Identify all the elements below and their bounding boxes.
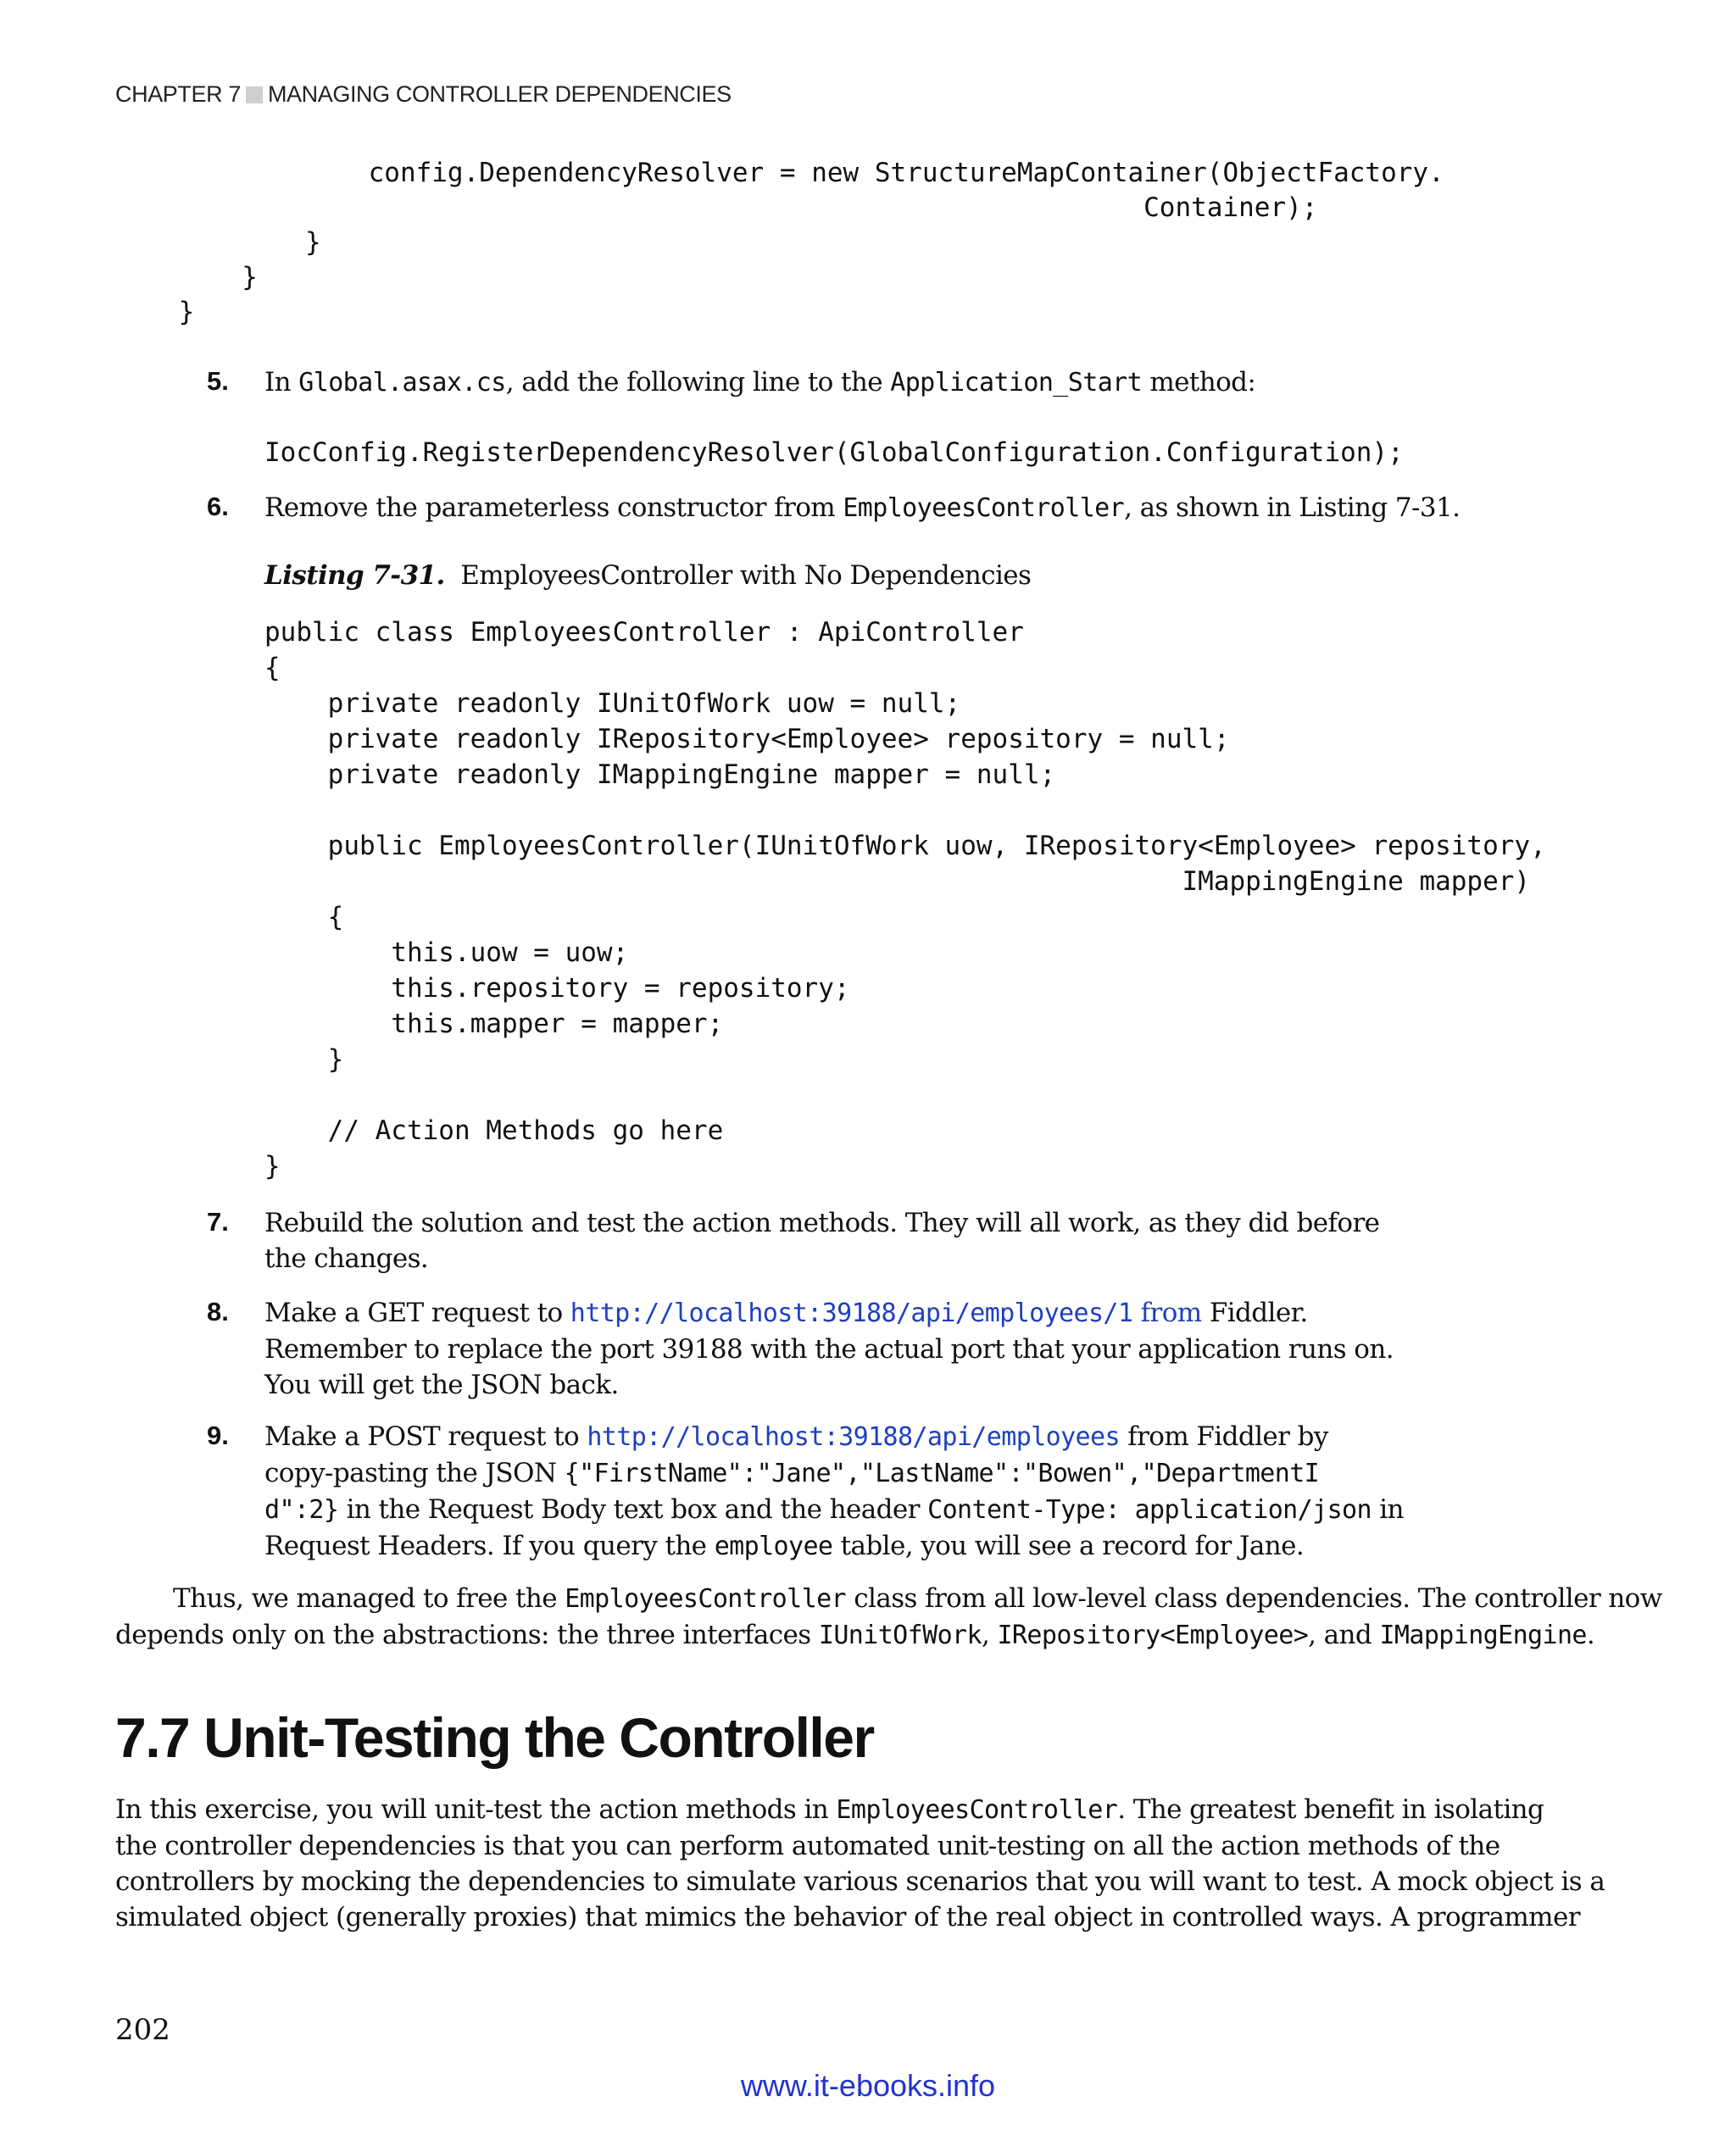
section-title: 7.7 Unit-Testing the Controller — [115, 1706, 874, 1769]
step-number: 6. — [207, 492, 229, 521]
inline-code: EmployeesController — [565, 1584, 846, 1614]
text: table, you will see a record for Jane. — [832, 1531, 1305, 1561]
summary-paragraph — [115, 1581, 1662, 1654]
text: Make a POST request to — [264, 1421, 587, 1452]
inline-code: IRepository<Employee> — [997, 1621, 1309, 1650]
step-number: 9. — [207, 1421, 229, 1450]
text: Fiddler. — [1201, 1298, 1308, 1328]
step-6-text — [264, 490, 1460, 526]
code-line: config.DependencyResolver = new StructureMapContainer(ObjectFactory. — [115, 158, 1444, 188]
text: depends only on the abstractions: the three interfaces — [115, 1620, 819, 1650]
listing-title: EmployeesController with No Dependencies — [460, 560, 1032, 591]
code-line: } — [264, 1044, 344, 1075]
text: , add the following line to the — [505, 367, 891, 398]
square-divider-icon — [246, 86, 263, 103]
text: In — [264, 367, 299, 398]
inline-code: Application_Start — [890, 368, 1143, 398]
section-paragraph — [115, 1792, 1683, 1935]
text-line: Rebuild the solution and test the action methods. They will all work, as they did before — [264, 1208, 1380, 1238]
text-line: the changes. — [264, 1243, 429, 1274]
code-line: } — [115, 297, 195, 327]
code-line: public class EmployeesController : ApiController — [264, 617, 1024, 648]
code-line: private readonly IMappingEngine mapper = null; — [264, 759, 1056, 790]
page-number: 202 — [115, 2013, 170, 2047]
text: class from all low-level class dependencies. The controller now — [846, 1583, 1662, 1614]
text-line — [115, 1792, 1683, 1828]
text: . — [1586, 1620, 1595, 1650]
inline-code: Global.asax.cs — [298, 368, 506, 398]
text: from Fiddler by — [1119, 1421, 1328, 1452]
inline-code: employee — [714, 1532, 833, 1561]
localhost-link[interactable]: http://localhost:39188/api/employees — [587, 1422, 1120, 1452]
code-line: this.repository = repository; — [264, 973, 850, 1004]
inline-code: EmployeesController — [843, 493, 1125, 523]
link-text[interactable]: from — [1132, 1298, 1202, 1328]
text: in the Request Body text box and the header — [338, 1494, 928, 1525]
inline-code: IMappingEngine — [1379, 1621, 1587, 1650]
code-line: } — [115, 262, 258, 292]
text: Make a GET request to — [264, 1298, 570, 1328]
listing-caption — [264, 558, 1031, 593]
text: Request Headers. If you query the — [264, 1531, 715, 1561]
text-line: controllers by mocking the dependencies to simulate various scenarios that you will want to test. A mock object is a — [115, 1866, 1605, 1897]
code-line — [264, 792, 1546, 828]
code-line — [264, 1077, 1546, 1113]
listing-label: Listing 7-31. — [264, 560, 445, 591]
text: In this exercise, you will unit-test the action methods in — [115, 1794, 837, 1825]
code-line: } — [115, 227, 321, 258]
text-line: You will get the JSON back. — [264, 1370, 619, 1400]
code-line: private readonly IUnitOfWork uow = null; — [264, 688, 961, 719]
text-line: the controller dependencies is that you can perform automated unit-testing on all the action methods of the — [115, 1831, 1500, 1861]
step-8-text — [264, 1295, 1394, 1403]
text-line — [115, 1617, 1641, 1654]
code-line: public EmployeesController(IUnitOfWork uow, IRepository<Employee> repository, — [264, 831, 1546, 861]
code-line: { — [264, 653, 281, 683]
text: copy-pasting the JSON — [264, 1458, 565, 1488]
code-line: { — [264, 902, 344, 932]
text-line — [264, 1455, 1404, 1492]
step-5-code: IocConfig.RegisterDependencyResolver(GlobalConfiguration.Configuration); — [264, 437, 1404, 468]
step-5-text — [264, 364, 1255, 401]
inline-code: Content-Type: application/json — [927, 1495, 1372, 1525]
step-7-text — [264, 1205, 1379, 1276]
text: in — [1371, 1494, 1404, 1525]
text: , — [981, 1620, 998, 1650]
text: method: — [1142, 367, 1256, 398]
code-line: this.mapper = mapper; — [264, 1009, 724, 1039]
inline-code: IUnitOfWork — [818, 1621, 982, 1650]
code-block-top — [115, 156, 1444, 330]
text-line — [264, 1492, 1404, 1528]
step-number: 8. — [207, 1297, 229, 1326]
chapter-label: CHAPTER 7 — [115, 81, 241, 107]
step-number: 5. — [207, 366, 229, 396]
text-line — [264, 1295, 1394, 1332]
listing-code — [264, 614, 1546, 1184]
code-line: private readonly IRepository<Employee> repository = null; — [264, 724, 1230, 754]
code-line: // Action Methods go here — [264, 1115, 724, 1146]
code-line: Container); — [115, 192, 1318, 223]
code-line: this.uow = uow; — [264, 937, 629, 968]
text-line — [115, 1581, 1662, 1617]
chapter-title: MANAGING CONTROLLER DEPENDENCIES — [267, 81, 732, 107]
inline-code: {"FirstName":"Jane","LastName":"Bowen","DepartmentI — [564, 1459, 1320, 1488]
step-9-text — [264, 1419, 1404, 1565]
text-line: Remember to replace the port 39188 with the actual port that your application runs on. — [264, 1334, 1394, 1365]
footer-link[interactable]: www.it-ebooks.info — [740, 2068, 996, 2103]
inline-code: d":2} — [264, 1495, 339, 1525]
step-number: 7. — [207, 1207, 229, 1237]
text: , as shown in Listing 7-31. — [1124, 492, 1461, 523]
text: Thus, we managed to free the — [173, 1583, 565, 1614]
text: , and — [1308, 1620, 1380, 1650]
code-line: } — [264, 1151, 281, 1182]
text-line — [264, 1419, 1404, 1455]
text-line — [264, 1528, 1404, 1565]
inline-code: EmployeesController — [836, 1795, 1118, 1825]
text-line: simulated object (generally proxies) that mimics the behavior of the real object in controlled ways. A programmer — [115, 1902, 1580, 1932]
running-header — [115, 81, 732, 108]
text: Remove the parameterless constructor from — [264, 492, 843, 523]
text: . The greatest benefit in isolating — [1117, 1794, 1544, 1825]
code-line: IMappingEngine mapper) — [264, 866, 1531, 897]
localhost-link[interactable]: http://localhost:39188/api/employees/1 — [570, 1299, 1133, 1328]
